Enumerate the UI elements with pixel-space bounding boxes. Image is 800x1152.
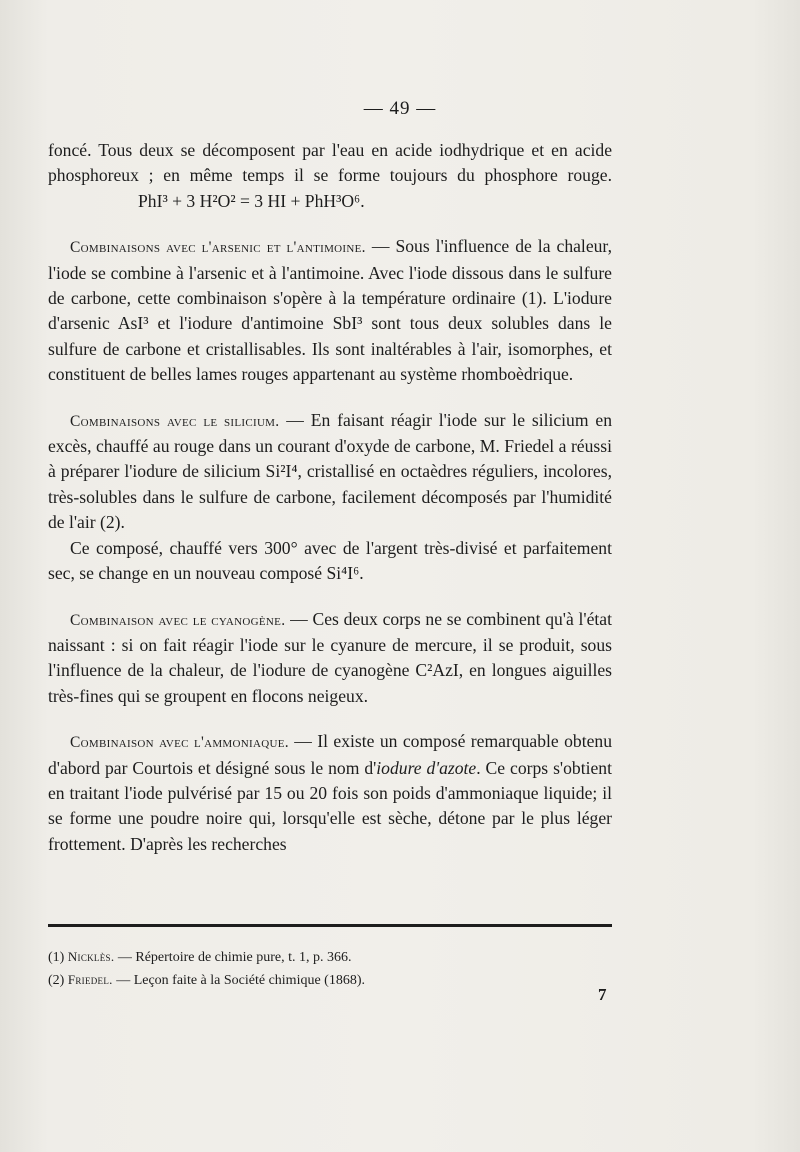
footnote-text: — Répertoire de chimie pure, t. 1, p. 366. <box>114 950 352 965</box>
page-number: — 49 — <box>363 98 437 119</box>
footnote-author: Friedel. <box>67 972 113 987</box>
paragraph-silicon <box>48 408 612 536</box>
footnote <box>48 946 612 969</box>
italic-term: iodure d'azote <box>376 757 477 778</box>
paragraph-phosphorus <box>48 138 612 214</box>
section-heading: Combinaison avec le cyanogène. <box>70 611 286 629</box>
section-heading: Combinaison avec l'ammoniaque. <box>70 734 289 752</box>
paragraph-text: — En faisant réagir l'iode sur le silicium en excès, chauffé au rouge dans un courant d'oxyde de carbone, M. Friedel a réussi à préparer l'iodure de silicium Si²I⁴, cristallisé en octaèdres réguliers, incolores, très-solubles dans le sulfure de carbone, facilement décomposés par l'humidité de l'air (2). <box>48 409 612 533</box>
section-heading: Combinaisons avec l'arsenic et l'antimoine. <box>70 239 366 257</box>
paragraph-text: Ce composé, chauffé vers 300° avec de l'argent très-divisé et parfaitement sec, se change en un nouveau composé Si⁴I⁶. <box>48 537 612 584</box>
paragraph-text: — Sous l'influence de la chaleur, l'iode se combine à l'arsenic et à l'antimoine. Avec l'iode dissous dans le sulfure de carbone, cette combinaison s'opère à la température ordinaire (1). L'iodure d'arsenic AsI³ et l'iodure d'antimoine SbI³ sont tous deux solubles dans le sulfure de carbone et cristallisables. Ils sont inaltérables à l'air, isomorphes, et constituent de belles lames rouges appartenant au système rhomboèdrique. <box>48 236 612 385</box>
paragraph-silicon-compound <box>48 536 612 587</box>
paragraph-ammonia <box>48 729 612 857</box>
chemical-equation: PhI³ + 3 H²O² = 3 HI + PhH³O⁶. <box>138 190 365 211</box>
paragraph-text: — Il existe un composé remarquable obtenu d'abord par Courtois et désigné sous le nom d' <box>48 731 612 778</box>
paragraph-arsenic-antimony <box>48 234 612 387</box>
footnote-author: Nicklès. <box>67 949 115 964</box>
paragraph-text: foncé. Tous deux se décomposent par l'eau en acide iodhydrique et en acide phosphoreux ; en même temps il se forme toujours du phosphore rouge. <box>48 140 612 186</box>
footnote-text: — Leçon faite à la Société chimique (1868). <box>112 973 365 988</box>
footnote <box>48 969 612 992</box>
paragraph-text: . Ce corps s'obtient en traitant l'iode pulvérisé par 15 ou 20 fois son poids d'ammoniaque liquide; il se forme une poudre noire qui, lorsqu'elle est sèche, détone par le plus léger frottement. D'après les recherches <box>48 757 612 854</box>
paragraph-text: — Ces deux corps ne se combinent qu'à l'état naissant : si on fait réagir l'iode sur le cyanure de mercure, il se produit, sous l'influence de la chaleur, de l'iodure de cyanogène C²AzI, en longues aiguilles très-fines qui se groupent en flocons neigeux. <box>48 608 612 706</box>
section-heading: Combinaisons avec le silicium. <box>70 412 280 430</box>
signature-mark: 7 <box>598 985 607 1004</box>
footnote-mark: (1) <box>48 950 65 965</box>
footnote-mark: (2) <box>48 973 65 988</box>
footnote-rule <box>48 924 612 927</box>
main-text <box>48 138 612 857</box>
footnotes <box>48 946 612 992</box>
paragraph-cyanogen <box>48 607 612 710</box>
